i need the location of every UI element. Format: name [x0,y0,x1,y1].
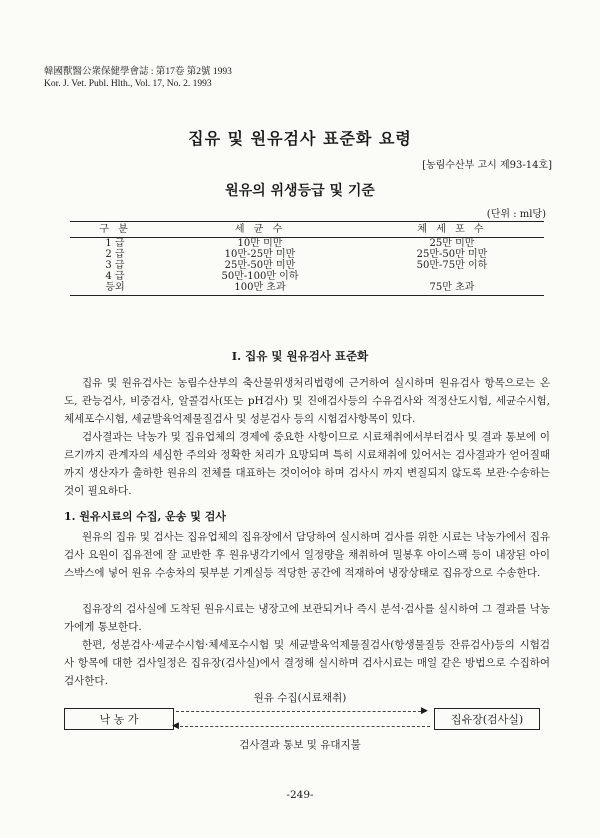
paragraph: 원유의 집유 및 검사는 집유업체의 집유장에서 담당하여 실시하며 검사를 위한 시료는 낙농가에서 집유검사 요원이 집유전에 잘 교반한 후 원유냉각기에서 일정량을 채취하여 밀봉후 아이스팩 등이 내장된 아이스박스에 넣어 원유 수송차의 뒷부분 기계실등 적당한 공간에 적재하여 냉장상태로 집유장으로 수송한다. [64,531,550,579]
somatic-cell: 75만 초과 [360,282,544,296]
arrow-left-icon: ◀ [172,721,179,731]
journal-line-korean: 韓國獸醫公衆保健學會誌 : 第17卷 第2號 1993 [44,67,232,77]
flow-arrow-right [176,711,426,712]
notice-number: [농림수산부 고시 제93-14호] [422,160,552,171]
paragraph: 집유장의 검사실에 도착된 원유시료는 냉장고에 보관되거나 즉시 분석·검사를 실시하여 그 결과를 낙농가에게 통보한다. [64,603,550,633]
table-row [70,260,544,271]
table-title: 원유의 위생등급 및 기준 [225,183,375,199]
somatic-cell: 25만-50만 미만 [416,249,488,260]
header-somatic-cell-count: 체 세 포 수 [360,222,544,238]
bacteria-cell: 10만-25만 미만 [224,249,296,260]
table-row [70,238,544,250]
header-bacteria-count: 세 균 수 [160,222,360,238]
collection-plant-box: 집유장(검사실) [434,708,540,730]
table-row [70,249,544,260]
journal-line-english: Kor. J. Vet. Publ. Hlth., Vol. 17, No. 2. 1993 [44,79,212,89]
journal-header [44,66,232,90]
paragraph: 집유 및 원유검사는 농림수산부의 축산물위생처리법령에 근거하여 실시하며 원유검사 항목으로는 온도, 관능검사, 비중검사, 알콜검사(또는 pH검사) 및 진애검사등의 수유검사와 적정산도시험, 세균수시험, 체세포수시험, 세균발육억제물질검사 및 성분검사 등의 시험검사항목이 있다. [64,377,550,425]
table-unit: (단위 : ml당) [486,209,546,220]
bacteria-cell: 100만 초과 [160,282,360,296]
page-number: -249- [286,789,314,801]
arrow-right-icon: ▶ [421,706,428,716]
table-header-row [70,222,544,238]
grade-cell: 등외 [70,282,160,296]
bacteria-cell: 10만 미만 [237,238,283,249]
flow-top-label: 원유 수집(시료채취) [253,692,347,704]
subsection-heading: 1. 원유시료의 수집, 운송 및 검사 [64,510,226,523]
farm-box: 낙 농 가 [64,708,174,730]
grade-cell: 1 급 [105,238,125,249]
grade-cell: 4 급 [105,271,125,282]
somatic-cell: 50만-75만 이하 [416,260,488,271]
somatic-cell [360,271,544,282]
paragraph: 한편, 성분검사·세균수시험·체세포수시험 및 세균발육억제물질검사(항생물질등 잔류검사)등의 시험검사 항목에 대한 검사일정은 집유장(검사실)에서 결정해 실시하며 검사시료는 매일 같은 방법으로 수집하여 검사한다. [64,639,550,687]
somatic-cell: 25만 미만 [429,238,475,249]
paragraph: 검사결과는 낙농가 및 집유업체의 경제에 중요한 사항이므로 시료채취에서부터검사 및 결과 통보에 이르기까지 관계자의 세심한 주의와 정확한 처리가 요망되며 특히 시료채취에 있어서는 검사결과가 얻어질때까지 생산자가 출하한 원유의 전체를 대표하는 것이어야 하며 검사시 까지 변질되지 않도록 보관·수송하는것이 필요하다. [64,431,550,497]
table-row [70,282,544,296]
bacteria-cell: 25만-50만 미만 [224,260,296,271]
hygiene-grade-table [70,221,544,296]
section-heading: I. 집유 및 원유검사 표준화 [231,349,369,363]
table-row [70,271,544,282]
grade-cell: 2 급 [105,249,125,260]
document-title: 집유 및 원유검사 표준화 요령 [188,129,412,148]
grade-cell: 3 급 [105,260,125,271]
bacteria-cell: 50만-100만 이하 [221,271,299,282]
header-category: 구 분 [70,222,160,238]
flow-bottom-label: 검사결과 통보 및 유대지불 [239,739,361,751]
flow-arrow-left [180,726,430,727]
